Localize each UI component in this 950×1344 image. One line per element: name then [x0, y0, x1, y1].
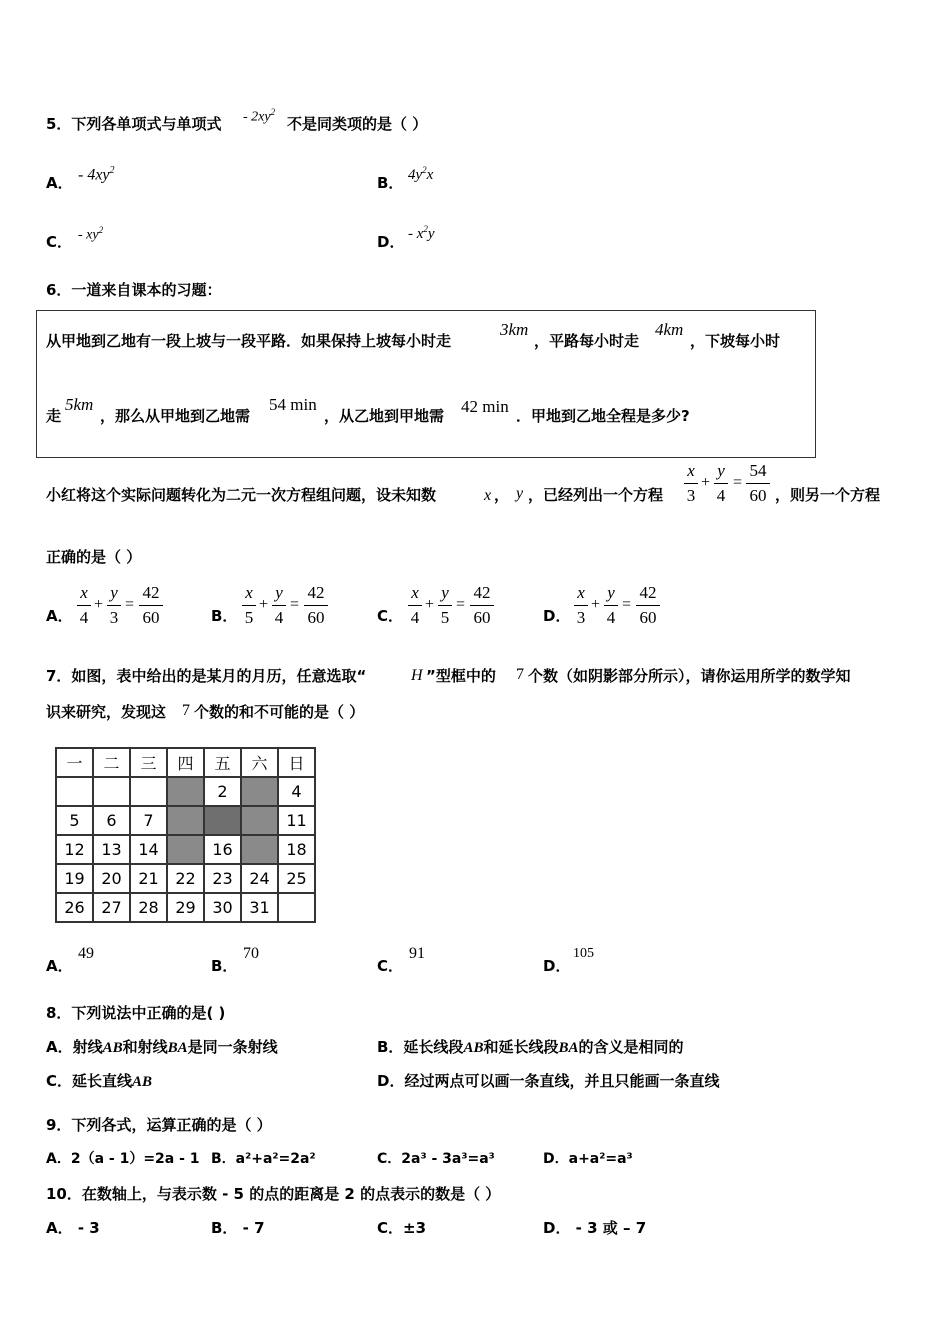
calendar-cell: 12 [56, 835, 93, 864]
q8-option-a[interactable]: A．射线AB和射线BA是同一条射线 [46, 1038, 278, 1056]
calendar-row [56, 835, 315, 864]
q6-box-speed-up: 3km [500, 320, 529, 339]
equals-sign: = [125, 596, 135, 613]
q6-var-y: y [516, 485, 524, 502]
q7-line1-c: 个数（如阴影部分所示），请你运用所学的数学知 [528, 667, 851, 685]
fraction-y-over-den: y 4 [714, 462, 728, 506]
calendar-row [56, 806, 315, 835]
q7-option-a-label[interactable]: A． [46, 957, 73, 975]
q9-option-d[interactable]: D．a+a²=a³ [543, 1151, 633, 1167]
q6-line3-c: ，则另一个方程 [775, 486, 881, 504]
equals-sign: = [733, 474, 743, 491]
q6-box-text-3: ，下坡每小时 [690, 332, 781, 350]
q5-stem-b: 不是同类项的是（ ） [287, 115, 428, 133]
calendar-cell: 26 [56, 893, 93, 922]
q5-option-b-label[interactable]: B． [377, 174, 404, 192]
calendar-header-cell: 五 [204, 748, 241, 777]
fraction: x 3 [574, 584, 588, 628]
q10-option-b[interactable]: B． - 7 [211, 1219, 265, 1237]
q6-box-speed-flat: 4km [655, 320, 684, 339]
fraction: y 5 [438, 584, 452, 628]
calendar-cell: 20 [93, 864, 130, 893]
q9-option-a[interactable]: A．2（a - 1）=2a - 1 [46, 1151, 200, 1167]
q5-expression: - $2xy^2$ [243, 107, 276, 125]
q6-box-text-5: ，那么从甲地到乙地需 [100, 407, 251, 425]
q7-line1-b: ”型框中的 [426, 667, 496, 685]
calendar-cell-shaded [167, 835, 204, 864]
q10-stem: 10．在数轴上，与表示数 - 5 的点的距离是 2 的点表示的数是（ ） [46, 1185, 501, 1203]
q6-option-a-label[interactable]: A． [46, 607, 73, 625]
calendar-cell: 23 [204, 864, 241, 893]
calendar-cell: 16 [204, 835, 241, 864]
fraction: x 4 [77, 584, 91, 628]
q7-option-c-value: 91 [409, 945, 425, 962]
plus-sign: + [94, 596, 104, 613]
q6-box-text-4: 走 [46, 407, 62, 425]
calendar-cell-shaded [167, 806, 204, 835]
calendar-header-cell: 一 [56, 748, 93, 777]
q5-option-d-expr: - $x^2y$ [408, 224, 435, 242]
calendar-cell: 25 [278, 864, 315, 893]
calendar-cell: 14 [130, 835, 167, 864]
q8-option-d[interactable]: D．经过两点可以画一条直线，并且只能画一条直线 [377, 1072, 720, 1090]
calendar-cell-shaded [241, 777, 278, 806]
fraction: y 3 [107, 584, 121, 628]
q7-line1-a: 7．如图，表中给出的是某月的月历，任意选取“ [46, 667, 367, 685]
q5-option-d-label[interactable]: D． [377, 233, 405, 251]
calendar-cell [130, 777, 167, 806]
q7-seven: 7 [516, 666, 524, 683]
fraction: y 4 [272, 584, 286, 628]
q6-stem: 6．一道来自课本的习题： [46, 281, 222, 299]
q7-option-b-value: 70 [243, 945, 259, 962]
calendar-cell [278, 893, 315, 922]
q7-h: H [411, 667, 423, 684]
q9-stem: 9．下列各式，运算正确的是（ ） [46, 1116, 272, 1134]
calendar-cell: 13 [93, 835, 130, 864]
q6-box-time-ab: 54 min [269, 395, 317, 414]
fraction: x 4 [408, 584, 422, 628]
fraction-rhs: 54 60 [746, 462, 770, 506]
calendar-header-cell: 三 [130, 748, 167, 777]
plus-sign: + [591, 596, 601, 613]
q10-option-c[interactable]: C．±3 [377, 1219, 427, 1237]
q6-option-c-label[interactable]: C． [377, 607, 404, 625]
calendar-header-row [56, 748, 315, 777]
q5-option-c-label[interactable]: C． [46, 233, 73, 251]
q6-var-x: x [484, 487, 492, 504]
q8-stem: 8．下列说法中正确的是( ) [46, 1004, 226, 1022]
calendar-cell: 19 [56, 864, 93, 893]
q6-box-speed-down: 5km [65, 395, 94, 414]
calendar-cell-shaded [241, 835, 278, 864]
q6-box-time-ba: 42 min [461, 397, 509, 416]
q6-line4: 正确的是（ ） [46, 548, 142, 566]
calendar-header-cell: 日 [278, 748, 315, 777]
q6-option-b-label[interactable]: B． [211, 607, 238, 625]
q6-line3-a: 小红将这个实际问题转化为二元一次方程组问题，设未知数 [46, 486, 437, 504]
q5-option-a-label[interactable]: A． [46, 174, 73, 192]
calendar-cell: 22 [167, 864, 204, 893]
q8-option-c[interactable]: C．延长直线AB [46, 1072, 153, 1090]
calendar-cell: 27 [93, 893, 130, 922]
q7-option-d-value: 105 [573, 946, 594, 961]
calendar-cell: 2 [204, 777, 241, 806]
calendar-cell: 18 [278, 835, 315, 864]
fraction-x-over-den: x 3 [684, 462, 698, 506]
calendar-cell-shaded [241, 806, 278, 835]
calendar-row [56, 864, 315, 893]
q5-option-a-expr: - $4xy^2$ [78, 165, 115, 184]
calendar-cell: 5 [56, 806, 93, 835]
q6-comma: ， [494, 486, 510, 504]
fraction: 42 60 [139, 584, 163, 628]
q7-line2-b: 个数的和不可能的是（ ） [194, 703, 365, 721]
calendar-cell: 30 [204, 893, 241, 922]
q9-option-b[interactable]: B．a²+a²=2a² [211, 1151, 316, 1167]
fraction: 42 60 [470, 584, 494, 628]
plus-sign: + [259, 596, 269, 613]
q6-box-text-1: 从甲地到乙地有一段上坡与一段平路．如果保持上坡每小时走 [46, 332, 452, 350]
calendar-cell-shaded [167, 777, 204, 806]
calendar-cell: 31 [241, 893, 278, 922]
q10-option-d[interactable]: D． - 3 或 – 7 [543, 1219, 647, 1237]
calendar-cell: 7 [130, 806, 167, 835]
q8-option-b[interactable]: B．延长线段AB和延长线段BA的含义是相同的 [377, 1038, 684, 1056]
q7-option-a-value: 49 [78, 945, 94, 962]
plus-sign: + [701, 474, 711, 491]
calendar-cell-shaded [204, 806, 241, 835]
q6-line3-b: ，已经列出一个方程 [528, 486, 664, 504]
calendar-table [55, 747, 316, 923]
q6-box-text-2: ，平路每小时走 [534, 332, 640, 350]
q6-option-d-label[interactable]: D． [543, 607, 571, 625]
equals-sign: = [290, 596, 300, 613]
equals-sign: = [456, 596, 466, 613]
calendar-cell: 11 [278, 806, 315, 835]
calendar-header-cell: 四 [167, 748, 204, 777]
fraction: 42 60 [636, 584, 660, 628]
q5-option-c-expr: - $xy^2$ [78, 225, 104, 243]
calendar-cell: 6 [93, 806, 130, 835]
q7-option-b-label[interactable]: B． [211, 957, 238, 975]
q9-option-c[interactable]: C．2a³ - 3a³=a³ [377, 1151, 495, 1167]
calendar-cell: 24 [241, 864, 278, 893]
q7-line2-a: 识来研究，发现这 [46, 703, 167, 721]
q5-option-b-expr: $4y^2x$ [408, 165, 434, 183]
calendar-cell: 21 [130, 864, 167, 893]
q10-option-a[interactable]: A． - 3 [46, 1219, 100, 1237]
fraction: 42 60 [304, 584, 328, 628]
calendar-cell: 4 [278, 777, 315, 806]
calendar-row [56, 893, 315, 922]
calendar-header-cell: 六 [241, 748, 278, 777]
q7-option-c-label[interactable]: C． [377, 957, 404, 975]
calendar-cell: 29 [167, 893, 204, 922]
equals-sign: = [622, 596, 632, 613]
q6-box-text-7: ．甲地到乙地全程是多少? [516, 407, 690, 425]
calendar-header-cell: 二 [93, 748, 130, 777]
fraction: y 4 [604, 584, 618, 628]
calendar-cell [56, 777, 93, 806]
plus-sign: + [425, 596, 435, 613]
fraction: x 5 [242, 584, 256, 628]
q7-seven-2: 7 [182, 702, 190, 719]
q6-box-text-6: ，从乙地到甲地需 [324, 407, 445, 425]
q7-option-d-label[interactable]: D． [543, 957, 571, 975]
calendar-row [56, 777, 315, 806]
calendar-cell [93, 777, 130, 806]
calendar-cell: 28 [130, 893, 167, 922]
q5-stem-a: 5．下列各单项式与单项式 [46, 115, 222, 133]
